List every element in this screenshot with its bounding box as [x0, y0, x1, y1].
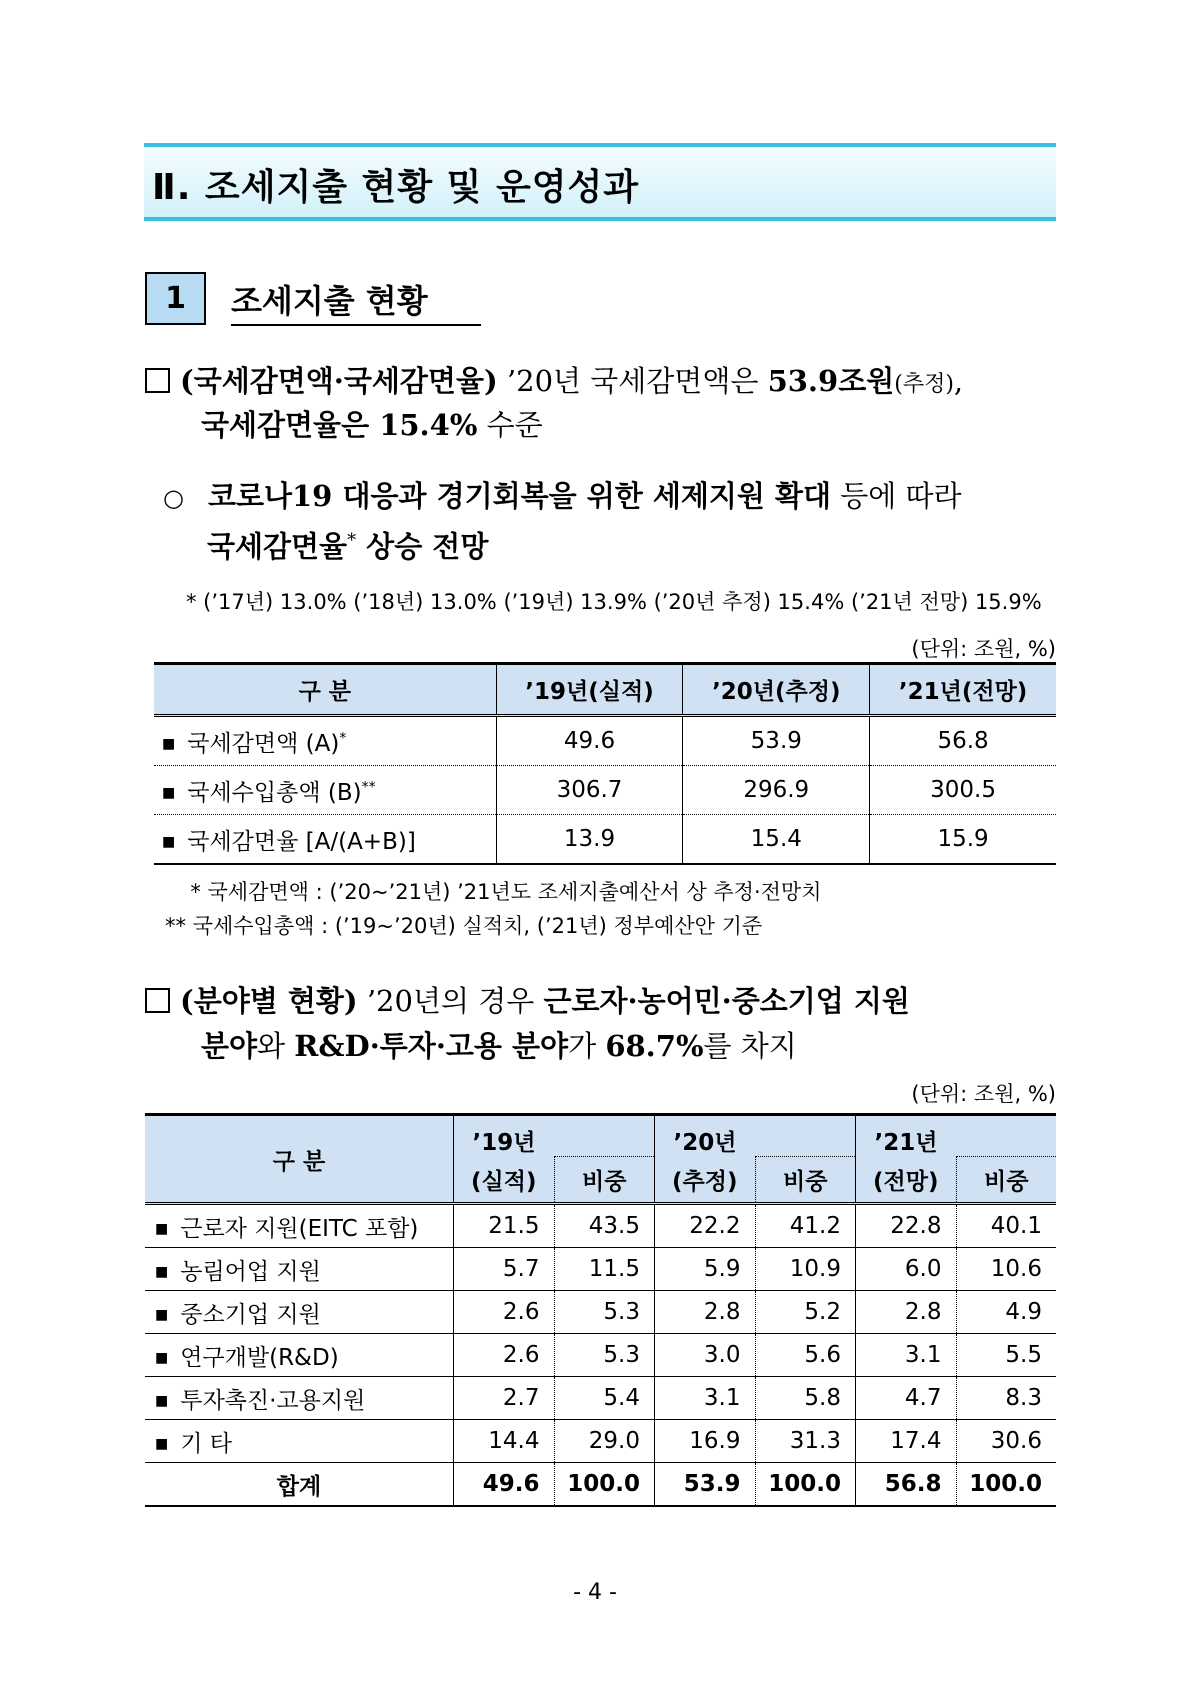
cell: 22.8 [856, 1204, 957, 1248]
row-label: ■ 근로자 지원(EITC 포함) [145, 1204, 454, 1248]
table-header [145, 1115, 1056, 1157]
section-banner [144, 143, 1056, 221]
cell: 17.4 [856, 1420, 957, 1463]
table-by-field [145, 1113, 1056, 1507]
cell: 21.5 [454, 1204, 555, 1248]
cell: 3.1 [856, 1334, 957, 1377]
cell: 5.8 [755, 1377, 856, 1420]
para2-line2-bold: 분야 [201, 1029, 258, 1063]
header-2019: ’19년 [454, 1115, 555, 1157]
table2-unit: (단위: 조원, %) [911, 1082, 1056, 1106]
cell: 4.7 [856, 1377, 957, 1420]
header-share: 비중 [554, 1157, 655, 1204]
para1-text: ’20년 국세감면액은 [497, 364, 768, 398]
cell: 22.2 [655, 1204, 756, 1248]
section-title: Ⅱ. 조세지출 현황 및 운영성과 [152, 167, 640, 208]
para1-paren: (추정) [894, 372, 954, 397]
cell: 41.2 [755, 1204, 856, 1248]
cell: 5.7 [454, 1248, 555, 1291]
bullet1-line2: 국세감면율 [207, 529, 348, 564]
bullet-1 [163, 473, 962, 521]
row-label: ■ 기 타 [145, 1420, 454, 1463]
table-tax-reduction [154, 662, 1056, 865]
cell: 53.9 [655, 1463, 756, 1507]
cell: 11.5 [554, 1248, 655, 1291]
para1-line2-value: 15.4% [379, 408, 478, 442]
bullet1-line1: 코로나19 대응과 경기회복을 위한 세제지원 확대 [207, 479, 832, 513]
cell: 56.8 [856, 1463, 957, 1507]
cell: 15.4 [683, 815, 870, 865]
cell: 2.8 [856, 1291, 957, 1334]
row-label: ■ 중소기업 지원 [145, 1291, 454, 1334]
cell: 3.1 [655, 1377, 756, 1420]
header-2020: ’20년(추정) [683, 664, 870, 716]
cell: 31.3 [755, 1420, 856, 1463]
row-label: ■ 투자촉진·고용지원 [145, 1377, 454, 1420]
cell: 53.9 [683, 716, 870, 766]
cell: 40.1 [956, 1204, 1056, 1248]
cell: 14.4 [454, 1420, 555, 1463]
table-row [145, 1377, 1056, 1420]
para2-bold: 근로자·농어민·중소기업 지원 [543, 984, 910, 1018]
row-label: ■ 연구개발(R&D) [145, 1334, 454, 1377]
cell: 13.9 [496, 815, 683, 865]
cell: 8.3 [956, 1377, 1056, 1420]
header-share: 비중 [755, 1157, 856, 1204]
bullet1-sup: * [347, 530, 357, 551]
row-label: ■ 국세감면율 [A/(A+B)] [154, 815, 496, 865]
cell: 6.0 [856, 1248, 957, 1291]
cell: 49.6 [496, 716, 683, 766]
cell: 10.9 [755, 1248, 856, 1291]
header-2020-sub: (추정) [655, 1157, 756, 1204]
para1-label: (국세감면액·국세감면율) [180, 364, 498, 398]
para2-text: ’20년의 경우 [357, 984, 544, 1018]
footnote-rates: * (’17년) 13.0% (’18년) 13.0% (’19년) 13.9% (’20년 추정) 15.4% (’21년 전망) 15.9% [186, 590, 1042, 614]
table1-unit: (단위: 조원, %) [911, 637, 1056, 661]
checkbox-icon [145, 988, 170, 1013]
para2-label: (분야별 현황) [180, 984, 358, 1018]
table-row [145, 1420, 1056, 1463]
header-2021: ’21년 [856, 1115, 957, 1157]
cell: 10.6 [956, 1248, 1056, 1291]
table1-note-1: * 국세감면액 : (’20~’21년) ’21년도 조세지출예산서 상 추정·전망치 [177, 880, 822, 904]
header-category: 구 분 [154, 664, 496, 716]
cell: 5.9 [655, 1248, 756, 1291]
cell: 100.0 [755, 1463, 856, 1507]
header-2020: ’20년 [655, 1115, 756, 1157]
row-label: ■ 농림어업 지원 [145, 1248, 454, 1291]
header-blank [956, 1115, 1056, 1157]
para1-value: 53.9조원 [767, 364, 895, 398]
cell: 49.6 [454, 1463, 555, 1507]
header-2019-sub: (실적) [454, 1157, 555, 1204]
row-label: ■ 국세감면액 (A)* [154, 716, 496, 766]
table1-note-2: ** 국세수입총액 : (’19~’20년) 실적치, (’21년) 정부예산안 기준 [165, 914, 763, 938]
bullet1-line2-tail: 상승 전망 [356, 529, 489, 564]
cell: 2.8 [655, 1291, 756, 1334]
paragraph-2-line2 [201, 1023, 797, 1069]
cell: 306.7 [496, 766, 683, 815]
subsection-number: 1 [145, 272, 206, 325]
cell: 100.0 [554, 1463, 655, 1507]
cell: 16.9 [655, 1420, 756, 1463]
row-label: ■ 국세수입총액 (B)** [154, 766, 496, 815]
cell: 5.5 [956, 1334, 1056, 1377]
cell: 300.5 [870, 766, 1056, 815]
cell: 2.6 [454, 1334, 555, 1377]
header-blank [755, 1115, 856, 1157]
para1-line2-a: 국세감면율은 [201, 408, 380, 442]
table-row [145, 1204, 1056, 1248]
table-row [154, 716, 1056, 766]
table-row [145, 1291, 1056, 1334]
para2-line2-b: 가 [568, 1029, 606, 1063]
cell: 2.6 [454, 1291, 555, 1334]
cell: 100.0 [956, 1463, 1056, 1507]
header-share: 비중 [956, 1157, 1056, 1204]
page-number: - 4 - [573, 1580, 617, 1605]
cell: 5.2 [755, 1291, 856, 1334]
subsection-title: 조세지출 현황 [231, 276, 481, 326]
cell: 5.6 [755, 1334, 856, 1377]
table-row [154, 766, 1056, 815]
cell: 3.0 [655, 1334, 756, 1377]
cell: 43.5 [554, 1204, 655, 1248]
header-2021: ’21년(전망) [870, 664, 1056, 716]
table-total-row [145, 1463, 1056, 1507]
table-header [154, 664, 1056, 716]
bullet1-line1-tail: 등에 따라 [831, 479, 962, 513]
paragraph-1 [145, 358, 1065, 408]
cell: 56.8 [870, 716, 1056, 766]
cell: 15.9 [870, 815, 1056, 865]
bullet-1-line2 [207, 518, 488, 570]
table-row [154, 815, 1056, 865]
cell: 4.9 [956, 1291, 1056, 1334]
cell: 5.3 [554, 1334, 655, 1377]
header-2019: ’19년(실적) [496, 664, 683, 716]
cell: 30.6 [956, 1420, 1056, 1463]
para1-line2-b: 수준 [477, 408, 543, 442]
paragraph-2 [145, 978, 1065, 1024]
header-category: 구 분 [145, 1115, 454, 1204]
cell: 29.0 [554, 1420, 655, 1463]
cell: 5.4 [554, 1377, 655, 1420]
circle-bullet-icon: ○ [163, 484, 184, 512]
cell: 2.7 [454, 1377, 555, 1420]
para2-line2-c: 를 차지 [703, 1029, 797, 1063]
paragraph-1-line2 [201, 402, 543, 448]
cell: 296.9 [683, 766, 870, 815]
para2-line2-bold2: R&D·투자·고용 분야 [294, 1029, 569, 1063]
para2-line2-a: 와 [257, 1029, 295, 1063]
cell: 5.3 [554, 1291, 655, 1334]
header-2021-sub: (전망) [856, 1157, 957, 1204]
table-row [145, 1248, 1056, 1291]
para1-comma: , [953, 364, 964, 398]
header-blank [554, 1115, 655, 1157]
table-row [145, 1334, 1056, 1377]
checkbox-icon [145, 368, 170, 393]
total-label: 합계 [145, 1463, 454, 1507]
para2-line2-value: 68.7% [605, 1029, 704, 1063]
